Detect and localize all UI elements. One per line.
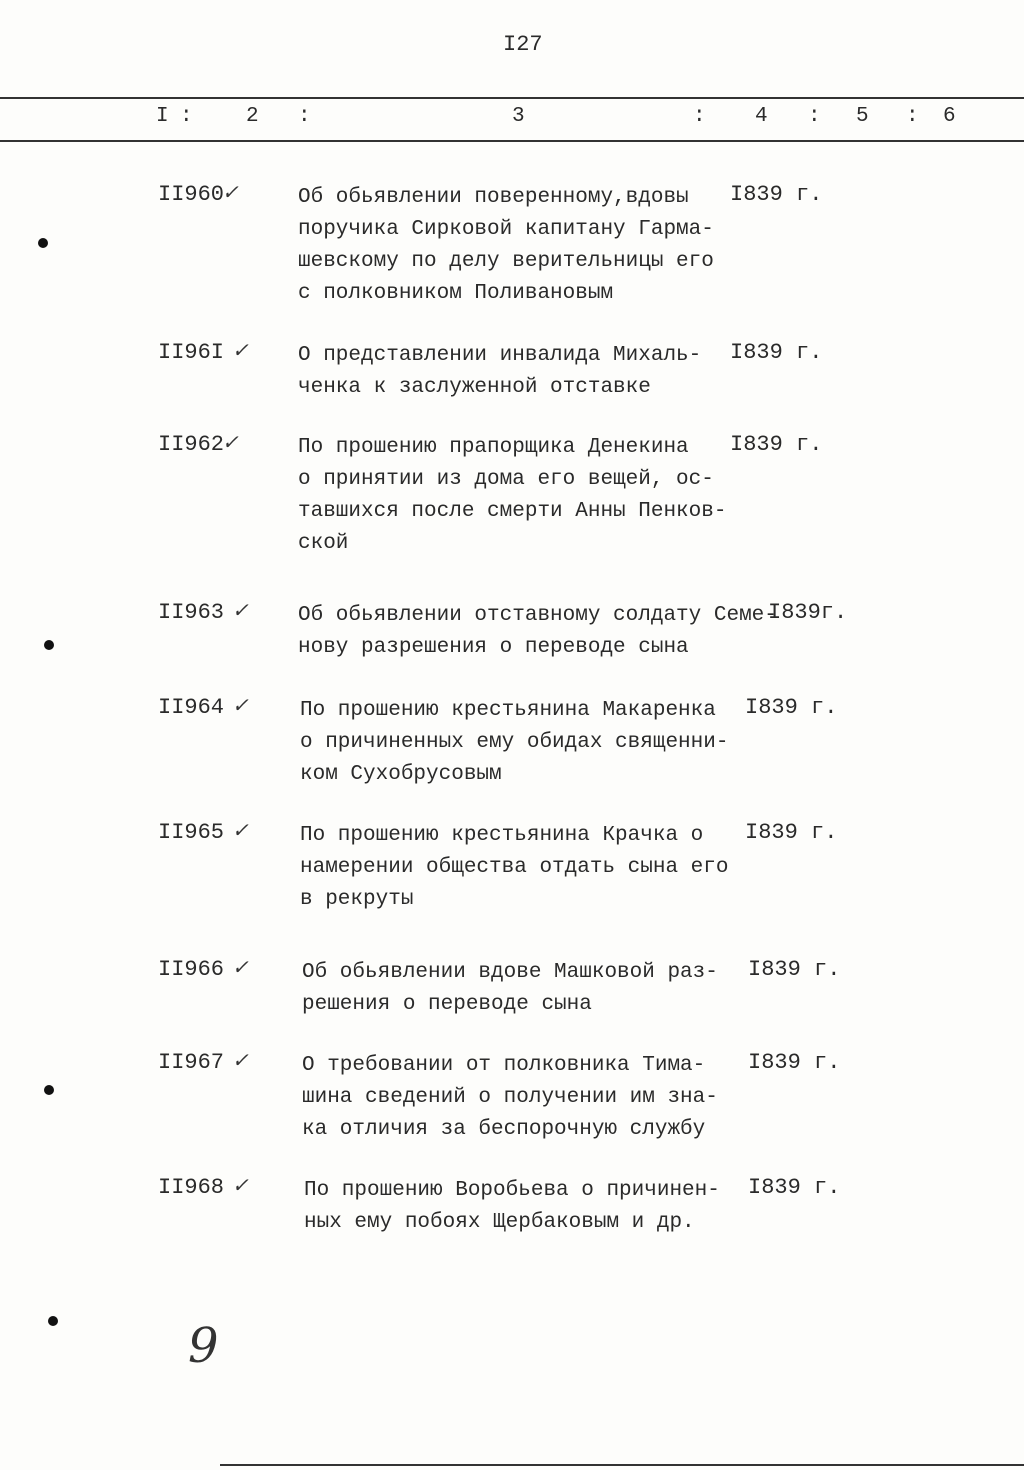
description-line: с полковником Поливановым [298,282,614,305]
header-col-5: 5 [856,105,869,128]
description-line: Об обьявлении повеpенному,вдовы [298,186,689,209]
description-line: тавшихся после смерти Анны Пенков- [298,500,727,523]
header-col-3: 3 [512,105,525,128]
entry-number: II965 [158,820,225,845]
description-line: о принятии из дома его вещей, ос- [298,468,714,491]
entry-year: I839 г. [745,820,838,845]
description-line: ных ему побоях Щербаковым и др. [304,1211,695,1234]
entry-description [298,182,714,310]
checkmark-icon: ✓ [222,430,239,454]
checkmark-icon: ✓ [232,1048,249,1072]
entry-number: II96I [158,340,225,365]
checkmark-icon: ✓ [232,1173,249,1197]
entry-description [302,957,718,1021]
entry-year: I839 г. [748,1175,841,1200]
description-line: Об обьявлении отставному солдату Семе- [298,604,777,627]
description-line: По прошению крестьянина Макаренка [300,699,716,722]
bottom-rule [220,1464,1024,1466]
description-line: ком Сухобрусовым [300,763,502,786]
description-line: О требовании от полковника Тима- [302,1054,706,1077]
description-line: ской [298,532,349,555]
entry-year: I839 г. [730,340,823,365]
header-col-4: 4 [755,105,768,128]
description-line: шина сведений о получении им зна- [302,1086,718,1109]
description-line: Об обьявлении вдове Машковой раз- [302,961,718,984]
description-line: о причиненных ему обидах священни- [300,731,729,754]
header-bottom-rule [0,140,1024,142]
description-line: ченка к заслуженной отставке [298,376,651,399]
punch-hole [48,1316,58,1326]
checkmark-icon: ✓ [232,598,249,622]
handwritten-sheet-number: 9 [188,1318,219,1374]
description-line: По прошению крестьянина Крачка о [300,824,704,847]
description-line: поручика Сирковой капитану Гарма- [298,218,714,241]
entry-number: II966 [158,957,225,982]
page-number: I27 [503,32,543,57]
entry-description [298,340,701,404]
entry-year: I839 г. [748,1050,841,1075]
checkmark-icon: ✓ [232,818,249,842]
entry-number: II964 [158,695,225,720]
entry-number: II960 [158,182,225,207]
entry-number: II967 [158,1050,225,1075]
checkmark-icon: ✓ [232,693,249,717]
entry-year: I839 г. [745,695,838,720]
punch-hole [44,640,54,650]
punch-hole [44,1085,54,1095]
description-line: шевскому по делу верительницы его [298,250,714,273]
entry-year: I839 г. [730,432,823,457]
description-line: О представлении инвалида Михаль- [298,344,702,367]
entry-year: I839 г. [730,182,823,207]
checkmark-icon: ✓ [232,955,249,979]
entry-year: I839 г. [748,957,841,982]
entry-description [300,695,728,791]
entry-description [300,820,728,916]
description-line: нову разрешения о переводе сына [298,636,689,659]
checkmark-icon: ✓ [232,338,249,362]
checkmark-icon: ✓ [222,180,239,204]
description-line: По прошению прапорщика Денекина [298,436,689,459]
description-line: По прошению Воробьева о причинен- [304,1179,720,1202]
header-col-6: 6 [943,105,956,128]
description-line: в рекруты [300,888,414,911]
entry-number: II962 [158,432,225,457]
punch-hole [38,238,48,248]
description-line: намерении общества отдать сына его [300,856,729,879]
entry-description [298,600,777,664]
entry-description [302,1050,718,1146]
header-top-rule [0,97,1024,99]
description-line: решения о переводе сына [302,993,592,1016]
description-line: ка отличия за беспорочную службу [302,1118,706,1141]
entry-year: I839г. [768,600,848,625]
header-col-1: I [156,105,169,128]
entry-description [304,1175,720,1239]
entry-description [298,432,726,560]
header-col-2: 2 [246,105,259,128]
entry-number: II968 [158,1175,225,1200]
entry-number: II963 [158,600,225,625]
